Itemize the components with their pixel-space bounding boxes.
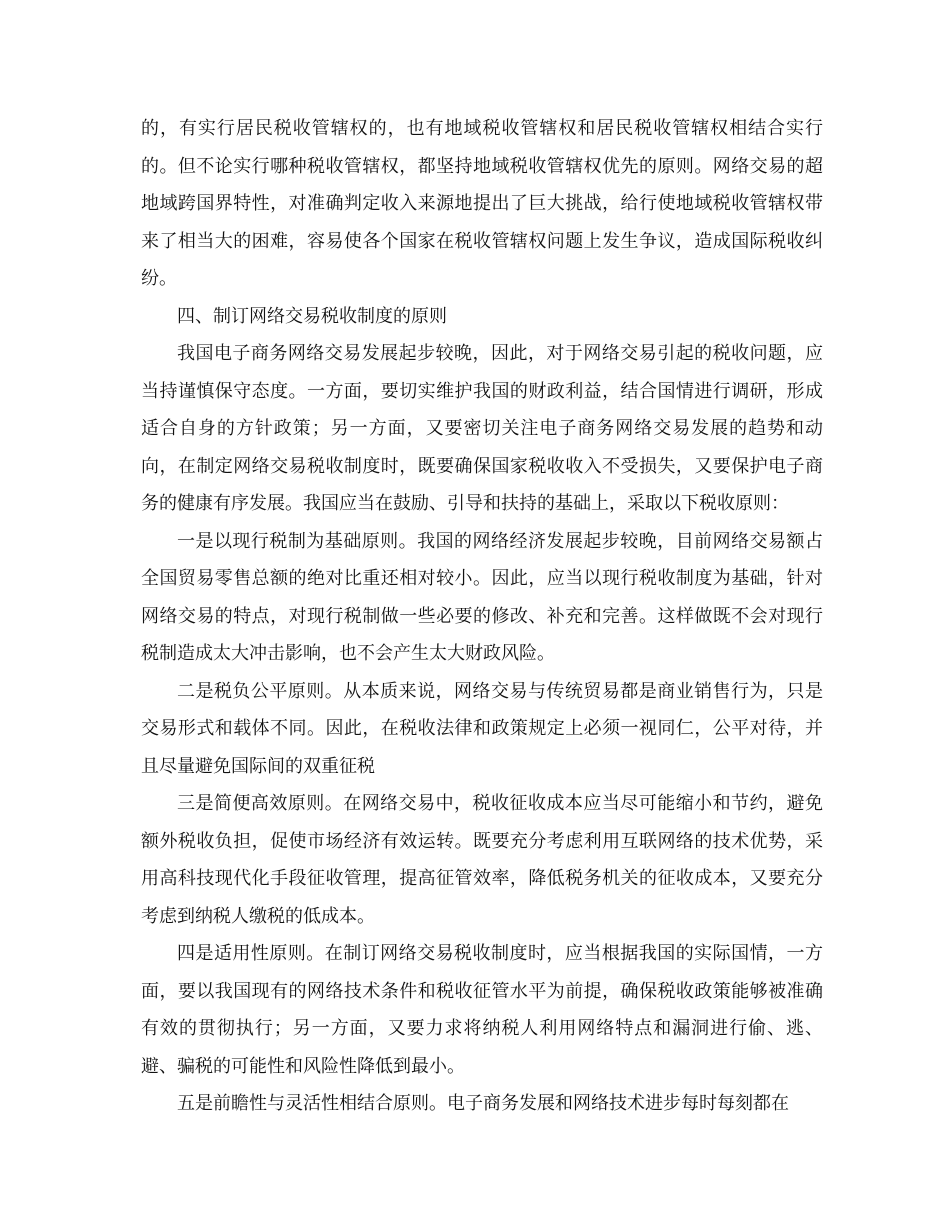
paragraph-principle-4: 四是适用性原则。在制订网络交易税收制度时，应当根据我国的实际国情，一方面，要以我国现有的网络技术条件和税收征管水平为前提，确保税收政策能够被准确有效的贯彻执行；另一方面，又要力求将纳税人利用网络特点和漏洞进行偷、逃、避、骗税的可能性和风险性降低到最小。 — [141, 943, 823, 1077]
paragraph-principle-2: 二是税负公平原则。从本质来说，网络交易与传统贸易都是商业销售行为，只是交易形式和载体不同。因此，在税收法律和政策规定上必须一视同仁，公平对待，并且尽量避免国际间的双重征税 — [141, 680, 823, 777]
paragraph-principle-1: 一是以现行税制为基础原则。我国的网络经济发展起步较晚，目前网络交易额占全国贸易零售总额的绝对比重还相对较小。因此，应当以现行税收制度为基础，针对网络交易的特点，对现行税制做一些必要的修改、补充和完善。这样做既不会对现行税制造成太大冲击影响，也不会产生太大财政风险。 — [141, 530, 823, 664]
paragraph-continuation: 的，有实行居民税收管辖权的，也有地域税收管辖权和居民税收管辖权相结合实行的。但不论实行哪种税收管辖权，都坚持地域税收管辖权优先的原则。网络交易的超地域跨国界特性，对准确判定收入来源地提出了巨大挑战，给行使地域税收管辖权带来了相当大的困难，容易使各个国家在税收管辖权问题上发生争议，造成国际税收纠纷。 — [141, 118, 823, 289]
paragraph-intro: 我国电子商务网络交易发展起步较晚，因此，对于网络交易引起的税收问题，应当持谨慎保守态度。一方面，要切实维护我国的财政利益，结合国情进行调研，形成适合自身的方针政策；另一方面，又要密切关注电子商务网络交易发展的趋势和动向，在制定网络交易税收制度时，既要确保国家税收收入不受损失，又要保护电子商务的健康有序发展。我国应当在鼓励、引导和扶持的基础上，采取以下税收原则： — [141, 343, 823, 514]
document-body — [141, 110, 823, 1123]
paragraph-principle-3: 三是简便高效原则。在网络交易中，税收征收成本应当尽可能缩小和节约，避免额外税收负担，促使市场经济有效运转。既要充分考虑利用互联网络的技术优势，采用高科技现代化手段征收管理，提高征管效率，降低税务机关的征收成本，又要充分考虑到纳税人缴税的低成本。 — [141, 793, 823, 927]
paragraph-principle-5: 五是前瞻性与灵活性相结合原则。电子商务发展和网络技术进步每时每刻都在 — [177, 1093, 789, 1114]
section-heading: 四、制订网络交易税收制度的原则 — [177, 305, 447, 327]
